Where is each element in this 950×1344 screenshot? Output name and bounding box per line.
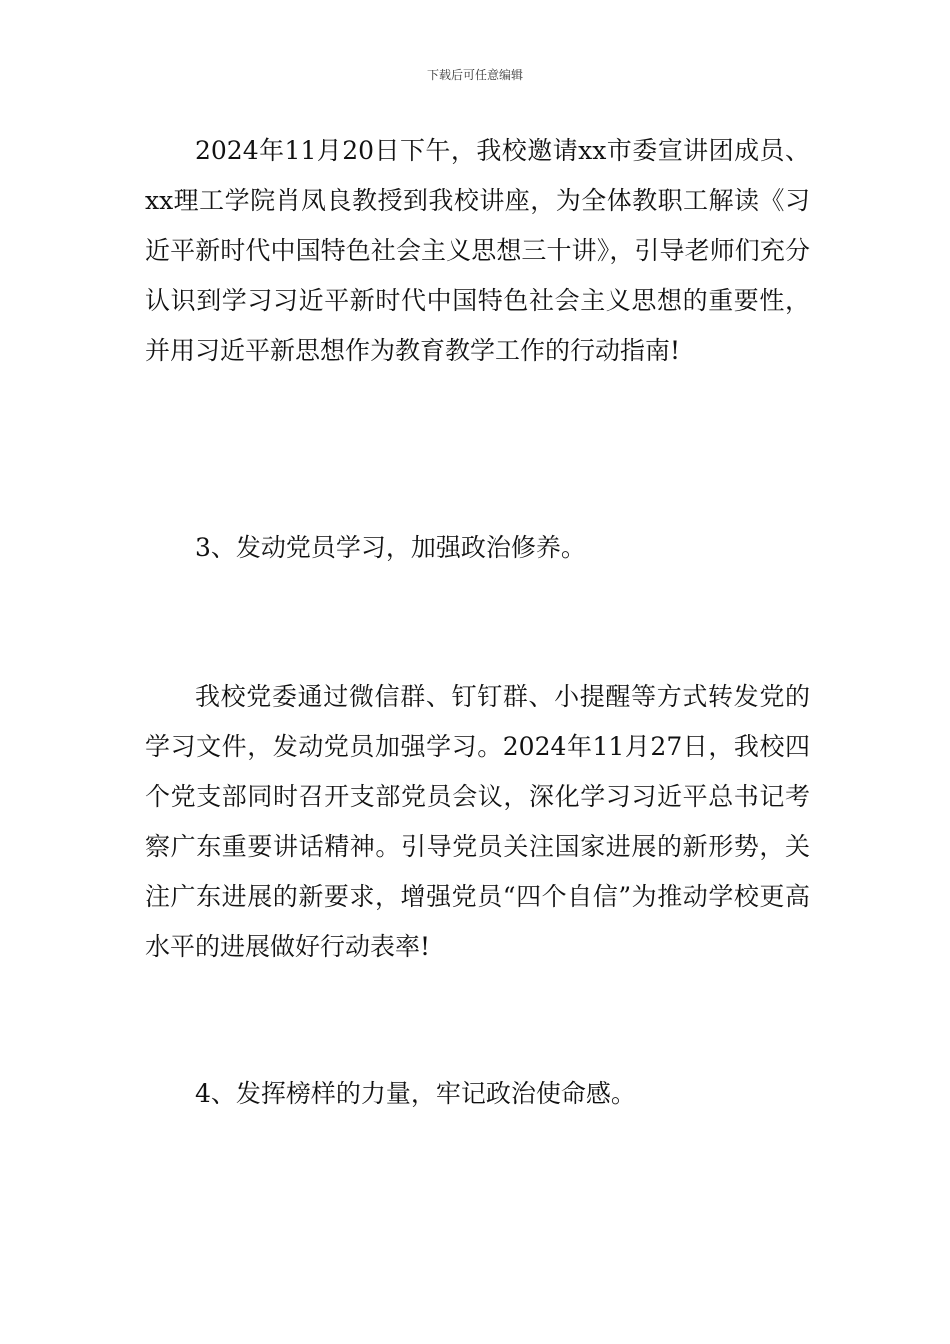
section-heading-3: 3、发动党员学习，加强政治修养。: [195, 533, 586, 562]
paragraph-party-study: 我校党委通过微信群、钉钉群、小提醒等方式转发党的学习文件，发动党员加强学习。2024年11月27日，我校四个党支部同时召开支部党员会议，深化学习习近平总书记考察广东重要讲话精神。引导党员关注国家进展的新形势，关注广东进展的新要求，增强党员“四个自信”为推动学校更高水平的进展做好行动表率!: [145, 682, 810, 961]
page-header-note: 下载后可任意编辑: [426, 68, 523, 82]
paragraph-lecture: 2024年11月20日下午，我校邀请xx市委宣讲团成员、xx理工学院肖凤良教授到我校讲座，为全体教职工解读《习近平新时代中国特色社会主义思想三十讲》，引导老师们充分认识到学习习近平新时代中国特色社会主义思想的重要性，并用习近平新思想作为教育教学工作的行动指南!: [145, 136, 810, 365]
section-heading-4: 4、发挥榜样的力量，牢记政治使命感。: [195, 1079, 636, 1108]
